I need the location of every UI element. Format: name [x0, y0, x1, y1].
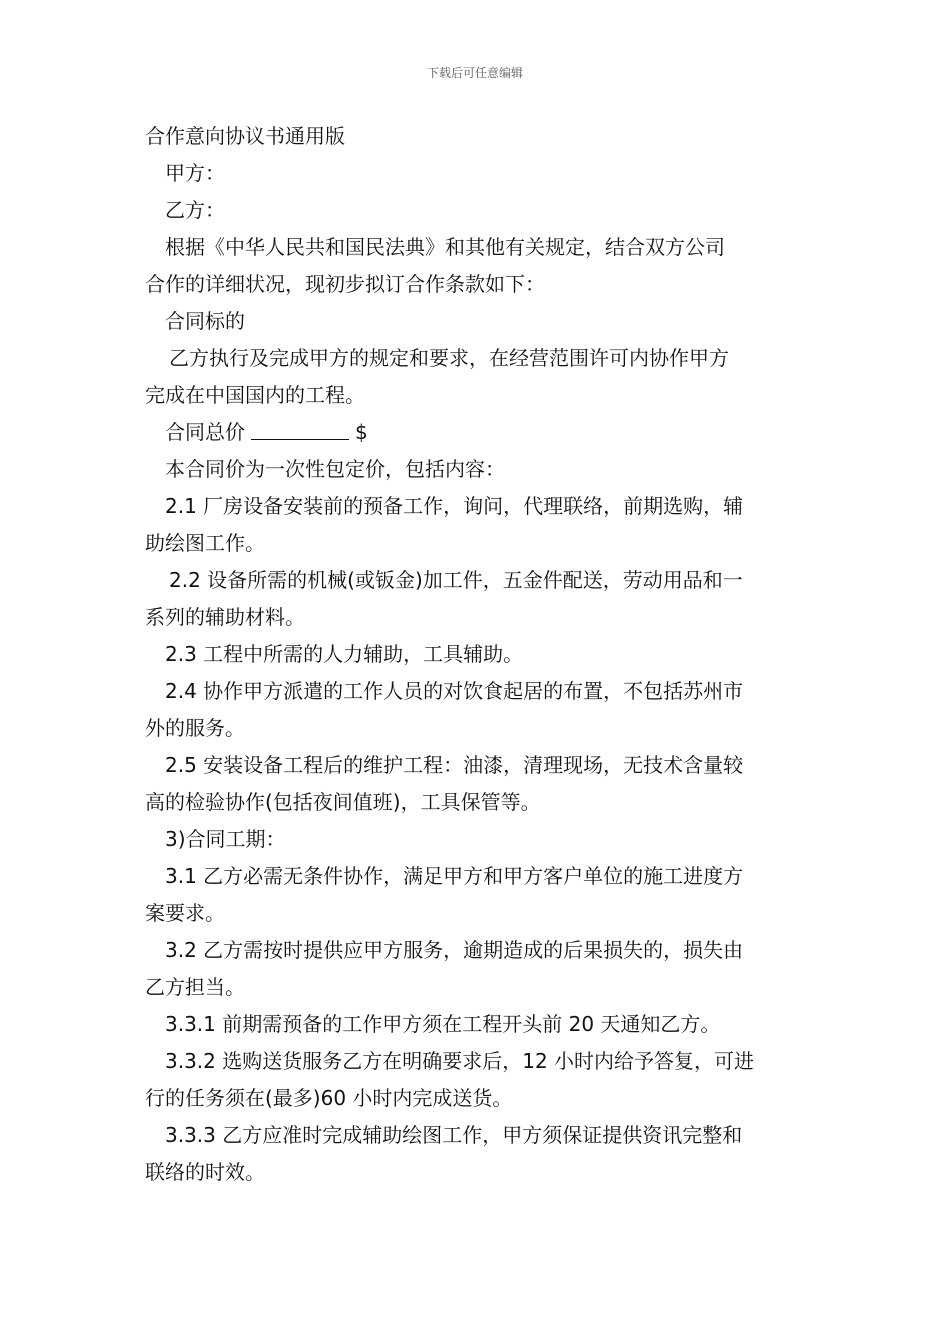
page-header-note: 下载后可任意编辑	[426, 66, 523, 80]
intro-line-1: 根据《中华人民共和国民法典》和其他有关规定，结合双方公司	[165, 235, 725, 259]
item-3-1-line-2: 案要求。	[145, 901, 225, 925]
item-2-4-line-1: 2.4 协作甲方派遣的工作人员的对饮食起居的布置，不包括苏州市	[165, 679, 744, 703]
item-2-1-line-1: 2.1 厂房设备安装前的预备工作，询问，代理联络，前期选购，辅	[165, 494, 744, 518]
item-3-3-3-line-2: 联络的时效。	[145, 1160, 265, 1184]
price-description: 本合同价为一次性包定价，包括内容：	[165, 457, 505, 481]
price-line	[145, 414, 810, 451]
document-title: 合作意向协议书通用版	[145, 124, 345, 148]
subject-line-2: 完成在中国国内的工程。	[145, 383, 365, 407]
document-body	[145, 118, 810, 1191]
item-2-2-line-2: 系列的辅助材料。	[145, 605, 305, 629]
item-3-1-line-1: 3.1 乙方必需无条件协作，满足甲方和甲方客户单位的施工进度方	[165, 864, 744, 888]
item-2-5-line-1: 2.5 安装设备工程后的维护工程：油漆，清理现场，无技术含量较	[165, 753, 744, 777]
subject-line-1: 乙方执行及完成甲方的规定和要求，在经营范围许可内协作甲方	[169, 346, 729, 370]
period-heading: 3)合同工期：	[165, 827, 286, 851]
item-2-5-line-2: 高的检验协作(包括夜间值班)，工具保管等。	[145, 790, 541, 814]
item-3-3-2-line-1: 3.3.2 选购送货服务乙方在明确要求后，12 小时内给予答复，可进	[165, 1049, 755, 1073]
item-3-3-1-line-1: 3.3.1 前期需预备的工作甲方须在工程开头前 20 天通知乙方。	[165, 1012, 721, 1036]
item-3-3-3-line-1: 3.3.3 乙方应准时完成辅助绘图工作，甲方须保证提供资讯完整和	[165, 1123, 743, 1147]
item-2-2-line-1: 2.2 设备所需的机械(或钣金)加工件，五金件配送，劳动用品和一	[169, 568, 743, 592]
party-b-label: 乙方：	[165, 198, 225, 222]
item-3-2-line-1: 3.2 乙方需按时提供应甲方服务，逾期造成的后果损失的，损失由	[165, 938, 744, 962]
item-2-3-line-1: 2.3 工程中所需的人力辅助，工具辅助。	[165, 642, 524, 666]
item-2-1-line-2: 助绘图工作。	[145, 531, 265, 555]
price-blank-field[interactable]	[251, 421, 349, 440]
item-3-2-line-2: 乙方担当。	[145, 975, 245, 999]
intro-line-2: 合作的详细状况，现初步拟订合作条款如下：	[145, 272, 545, 296]
price-unit: $	[355, 420, 368, 444]
price-label: 合同总价	[165, 420, 245, 444]
item-2-4-line-2: 外的服务。	[145, 716, 245, 740]
subject-heading: 合同标的	[165, 309, 245, 333]
party-a-label: 甲方：	[165, 161, 225, 185]
item-3-3-2-line-2: 行的任务须在(最多)60 小时内完成送货。	[145, 1086, 513, 1110]
